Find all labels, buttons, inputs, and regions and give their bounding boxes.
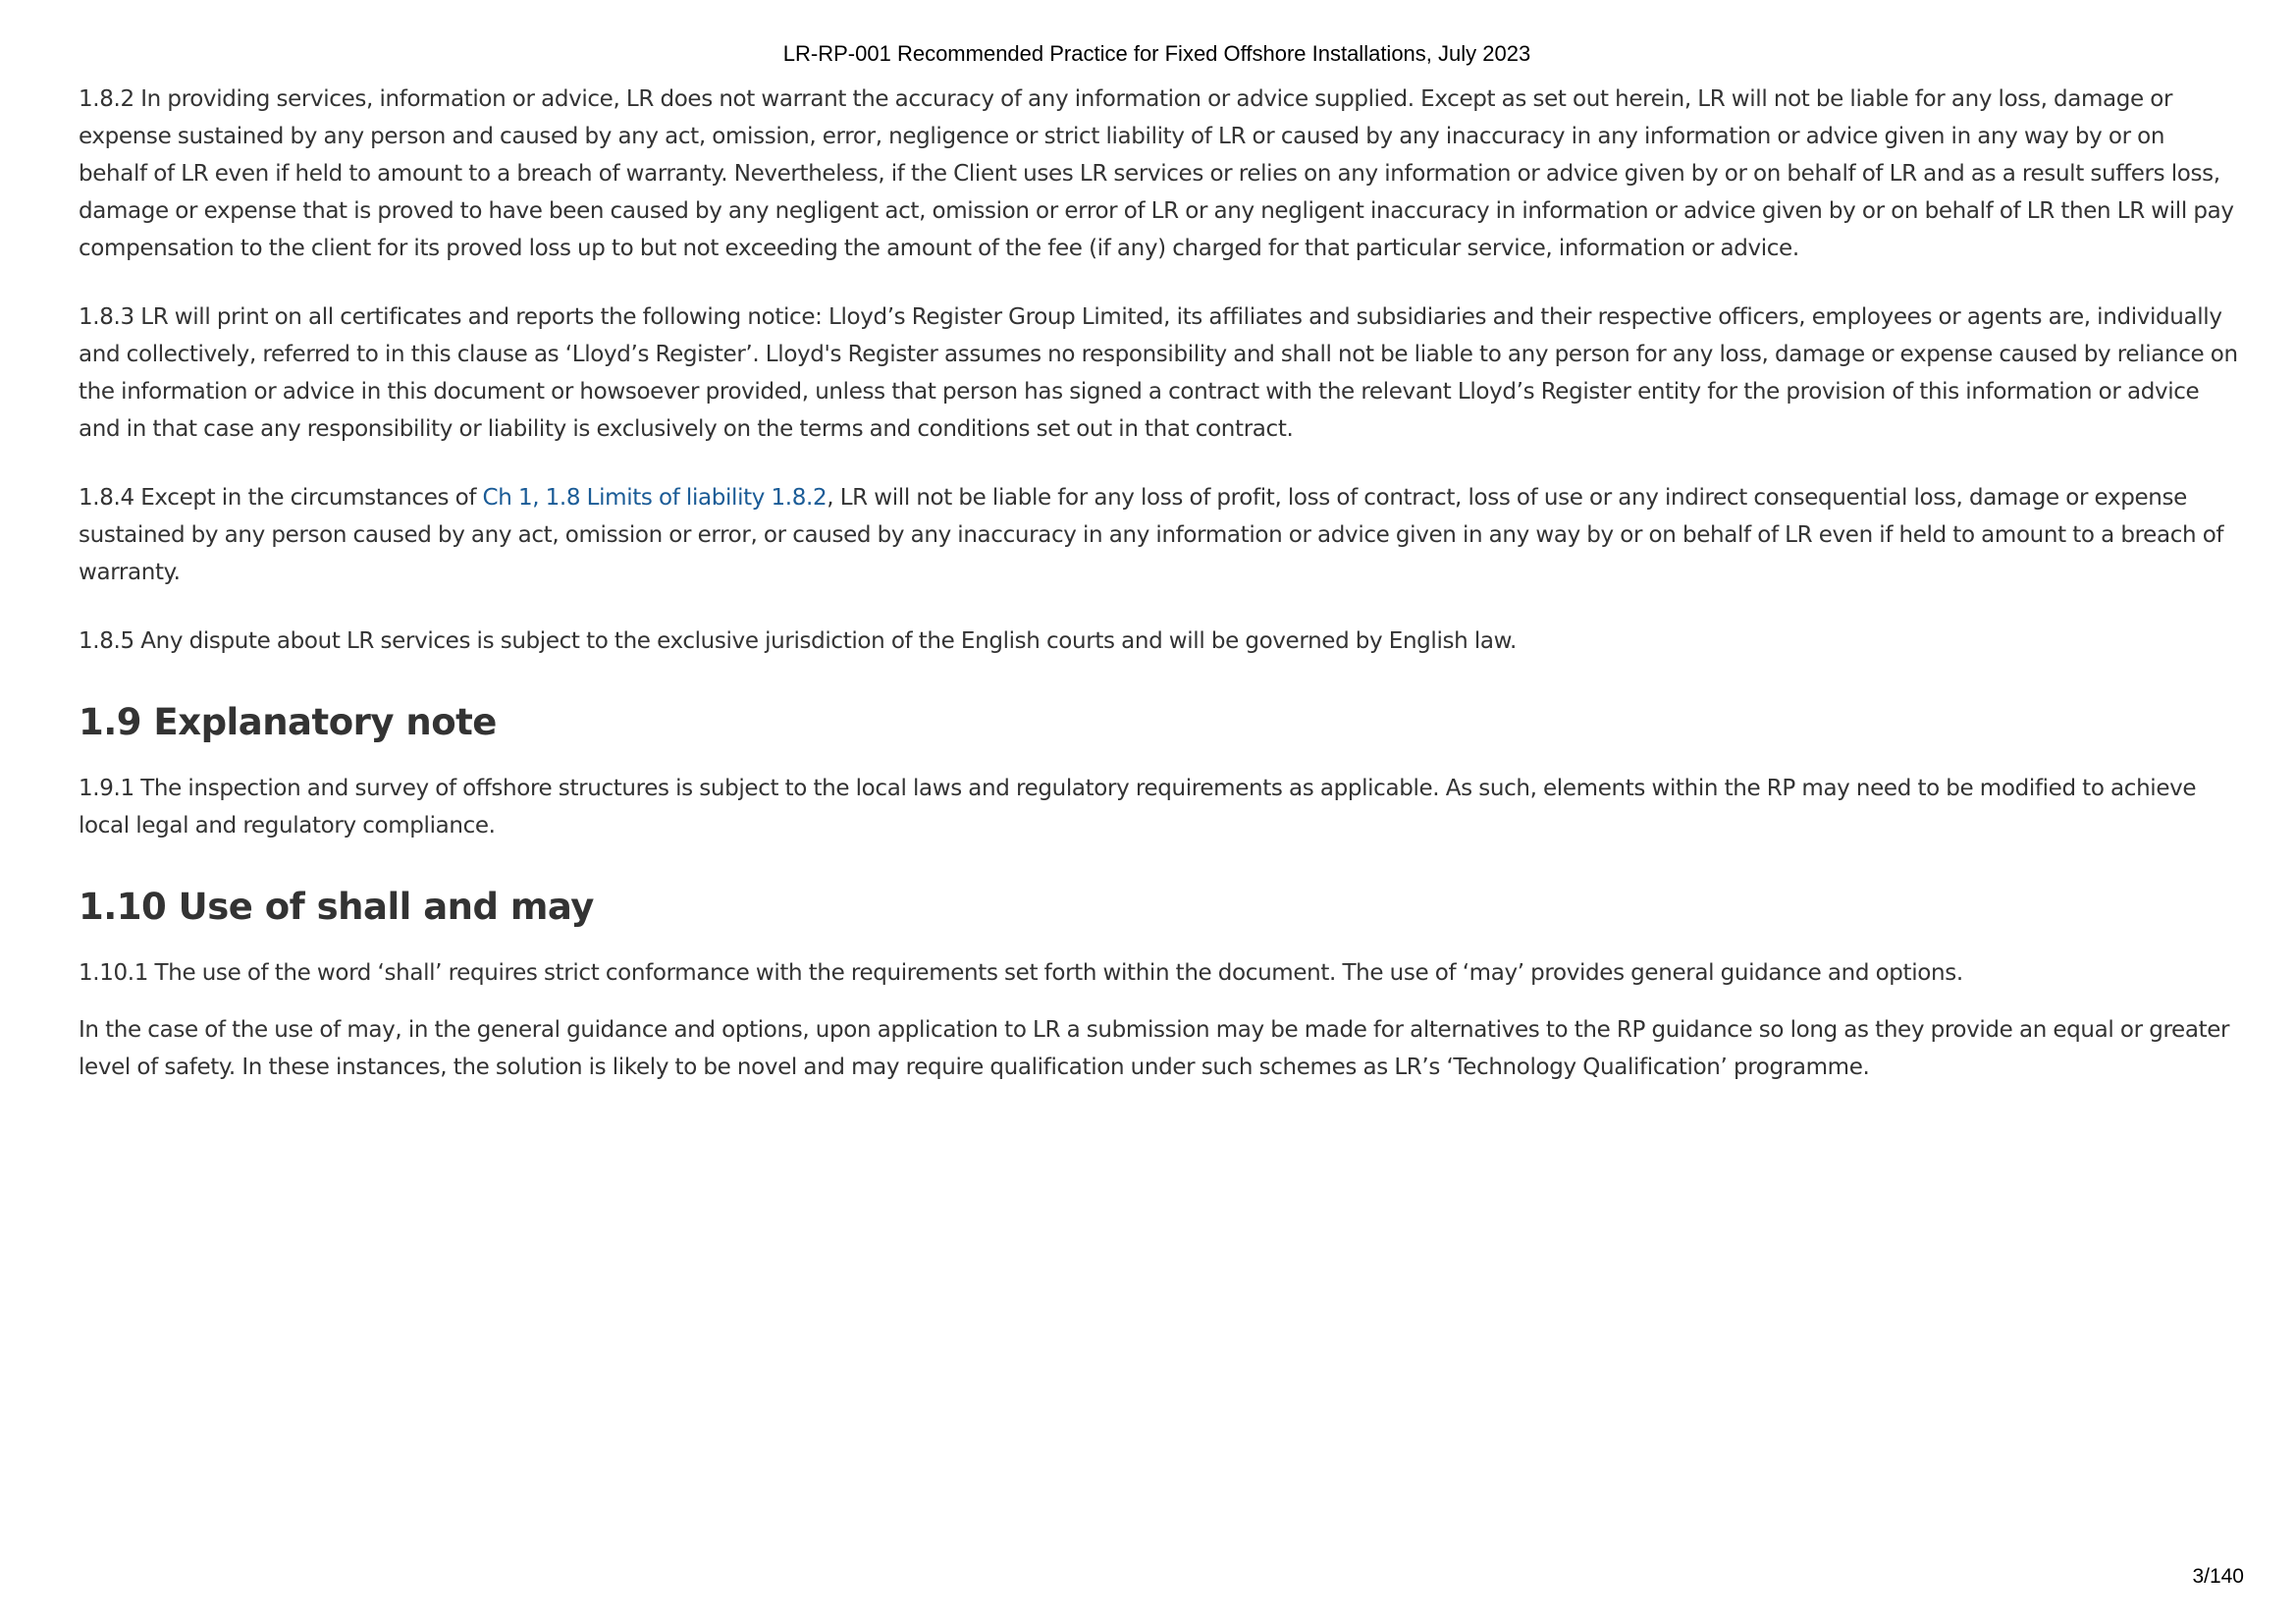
page-header-title: LR-RP-001 Recommended Practice for Fixed Offshore Installations, July 2023 — [782, 41, 1531, 66]
paragraph-1-8-4 — [79, 479, 2238, 591]
paragraph-1-8-2: 1.8.2 In providing services, information or advice, LR does not warrant the accuracy of any information or advice supplied. Except as set out herein, LR will not be liable for any loss, damage or expense sustained by any person and caused by any act, omission, error, negligence or strict liability of LR or caused by any inaccuracy in any information or advice given in any way by or on behalf of LR even if held to amount to a breach of warranty. Nevertheless, if the Client uses LR services or relies on any information or advice given by or on behalf of LR and as a result suffers loss, damage or expense that is proved to have been caused by any negligent act, omission or error of LR or any negligent inaccuracy in information or advice given by or on behalf of LR then LR will pay compensation to the client for its proved loss up to but not exceeding the amount of the fee (if any) charged for that particular service, information or advice. — [79, 86, 2234, 261]
document-body — [79, 81, 2238, 1117]
limits-of-liability-link[interactable]: Ch 1, 1.8 Limits of liability 1.8.2 — [482, 485, 828, 511]
heading-1-9-explanatory-note: 1.9 Explanatory note — [79, 701, 497, 743]
page-number: 3/140 — [2192, 1565, 2244, 1588]
paragraph-1-10-1-continued: In the case of the use of may, in the general guidance and options, upon application to LR a submission may be made for alternatives to the RP guidance so long as they provide an equal or greater level of safety. In these instances, the solution is likely to be novel and may require qualification under such schemes as LR’s ‘Technology Qualification’ programme. — [79, 1017, 2230, 1080]
paragraph-1-8-4-text-start: 1.8.4 Except in the circumstances of — [79, 485, 483, 511]
heading-1-10-use-of-shall-and-may: 1.10 Use of shall and may — [79, 886, 594, 928]
paragraph-1-8-4-text-end: , LR will not be liable for any loss of profit, loss of contract, loss of use or any indirect consequential loss, damage or expense sustained by any person caused by any act, omission or error, or caused by any inaccuracy in any information or advice given in any way by or on behalf of LR even if held to amount to a breach of warranty. — [79, 485, 2224, 585]
paragraph-1-8-3: 1.8.3 LR will print on all certificates and reports the following notice: Lloyd’s Register Group Limited, its affiliates and subsidiaries and their respective officers, employees or agents are, individually and collectively, referred to in this clause as ‘Lloyd’s Register’. Lloyd's Register assumes no responsibility and shall not be liable to any person for any loss, damage or expense caused by reliance on the information or advice in this document or howsoever provided, unless that person has signed a contract with the relevant Lloyd’s Register entity for the provision of this information or advice and in that case any responsibility or liability is exclusively on the terms and conditions set out in that contract. — [79, 304, 2238, 442]
paragraph-1-8-5: 1.8.5 Any dispute about LR services is subject to the exclusive jurisdiction of the English courts and will be governed by English law. — [79, 628, 1517, 654]
paragraph-1-10-1: 1.10.1 The use of the word ‘shall’ requires strict conformance with the requirements set forth within the document. The use of ‘may’ provides general guidance and options. — [79, 960, 1963, 986]
paragraph-1-9-1: 1.9.1 The inspection and survey of offshore structures is subject to the local laws and regulatory requirements as applicable. As such, elements within the RP may need to be modified to achieve local legal and regulatory compliance. — [79, 776, 2197, 839]
